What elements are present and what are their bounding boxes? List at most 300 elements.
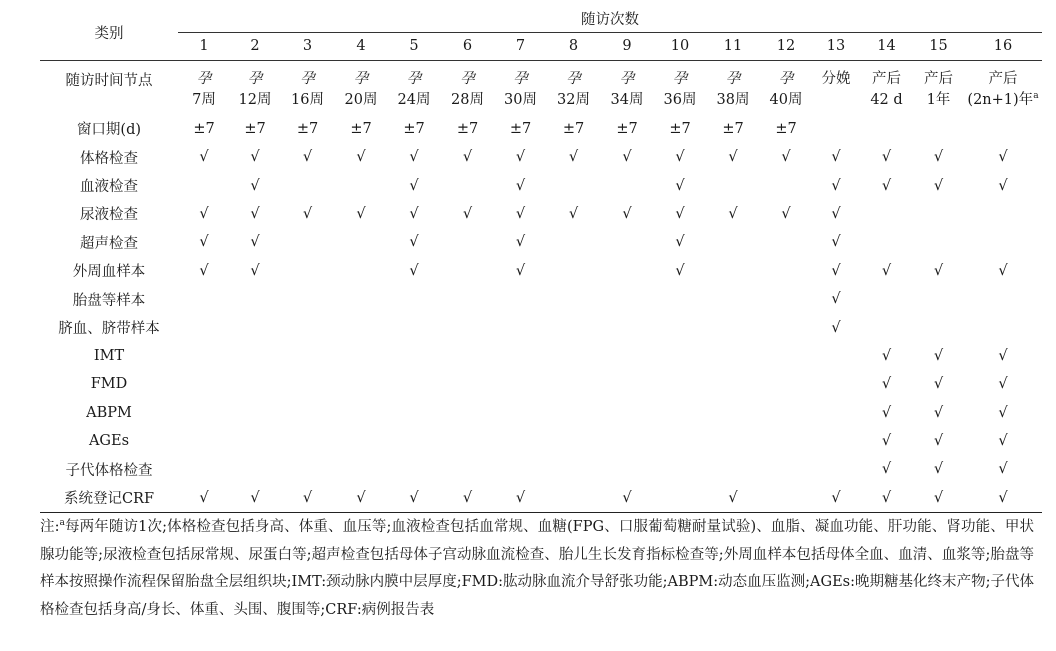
check-mark: √ [881,149,892,166]
empty-cell [547,399,600,427]
time-node-line2 [494,90,547,111]
check-mark: √ [831,262,841,279]
empty-cell [387,342,441,370]
empty-cell [964,313,1042,341]
empty-cell [178,171,230,199]
window-value: ±7 [722,120,744,137]
visit-number: 13 [812,32,860,60]
check-mark: √ [933,347,944,364]
time-node-line2 [547,90,600,111]
time-node-line1: 孕 [672,70,688,87]
check-mark: √ [998,149,1008,166]
time-node [812,60,860,114]
empty-cell [760,171,812,199]
check-mark: √ [913,484,964,512]
time-node-line1: 孕 [300,70,315,87]
time-node [547,60,600,114]
empty-cell [760,484,812,512]
window-value: ±7 [562,120,585,137]
empty-cell [812,399,860,427]
empty-cell [600,342,654,370]
check-mark: √ [409,205,419,222]
window-value: ±7 [244,120,266,137]
visit-number: 8 [547,32,600,60]
time-node [913,60,964,114]
window-value [964,114,1042,143]
empty-cell [280,455,335,483]
time-node [280,60,335,114]
time-node-line2-text: 1年 [926,91,951,108]
empty-cell [706,257,760,285]
time-node-line2 [387,90,441,111]
table-row [40,143,1042,171]
visit-number: 4 [335,32,387,60]
empty-cell [600,455,654,483]
check-mark: √ [998,177,1008,194]
time-node [654,60,706,114]
row-label: 子代体格检查 [65,462,153,479]
empty-cell [600,285,654,313]
empty-cell [280,427,335,455]
empty-cell [706,370,760,398]
empty-cell [654,455,706,483]
category-header: 类别 [40,6,178,60]
window-value: ±7 [775,120,797,137]
check-mark: √ [728,205,738,222]
empty-cell [494,427,547,455]
time-node-line2-text: 34周 [610,91,644,108]
visit-number: 15 [913,32,964,60]
empty-cell [387,370,441,398]
empty-cell [335,455,387,483]
check-mark: √ [831,149,841,166]
time-node-line2 [706,90,760,111]
window-value: ±7 [193,120,215,137]
check-mark: √ [250,177,260,194]
empty-cell [706,228,760,256]
check-mark: √ [515,262,526,279]
check-mark: √ [515,234,526,251]
follow-up-schedule-table [40,6,1042,513]
check-mark: √ [881,262,892,279]
check-mark: √ [600,484,654,512]
row-label: ABPM [86,404,132,421]
empty-cell [913,313,964,341]
empty-cell [654,370,706,398]
visit-number: 16 [964,32,1042,60]
check-mark: √ [568,149,579,166]
check-mark: √ [998,347,1008,364]
check-mark: √ [462,149,473,166]
time-node-line1: 孕 [460,70,475,87]
empty-cell [812,370,860,398]
time-node [494,60,547,114]
empty-cell [706,427,760,455]
empty-cell [335,171,387,199]
check-mark: √ [515,149,526,166]
empty-cell [913,200,964,228]
check-mark: √ [250,205,260,222]
empty-cell [494,313,547,341]
window-value: ±7 [350,120,372,137]
empty-cell [547,484,600,512]
empty-cell [387,399,441,427]
notes-superscript: a [59,518,65,529]
row-label: 体格检查 [80,150,138,167]
check-mark: √ [409,177,419,194]
row-label: FMD [90,376,128,393]
empty-cell [860,228,913,256]
empty-cell [654,313,706,341]
check-mark: √ [199,234,209,251]
check-mark: √ [250,234,260,251]
header-row-visits [40,6,1042,32]
superscript: a [1033,90,1039,101]
check-mark: √ [881,433,892,450]
check-mark: √ [933,376,944,393]
empty-cell [547,171,600,199]
check-mark: √ [178,484,230,512]
empty-cell [441,257,494,285]
time-node-line1: 产后 [988,70,1018,87]
time-node-line1: 孕 [513,70,528,87]
empty-cell [441,455,494,483]
empty-cell [964,285,1042,313]
empty-cell [600,427,654,455]
check-mark: √ [998,376,1008,393]
empty-cell [547,285,600,313]
check-mark: √ [998,262,1008,279]
time-node-line2-text: 40周 [769,91,803,108]
time-node-line2-text: 7周 [192,91,216,108]
visit-number: 10 [654,32,706,60]
time-node-line2 [280,90,335,111]
check-mark: √ [781,205,791,222]
empty-cell [280,342,335,370]
empty-cell [441,342,494,370]
time-node-line1: 孕 [406,70,422,87]
empty-cell [760,427,812,455]
table-notes [40,514,1034,624]
check-mark: √ [933,404,944,421]
empty-cell [760,285,812,313]
check-mark: √ [230,484,280,512]
visit-number: 14 [860,32,913,60]
check-mark: √ [881,461,892,478]
check-mark: √ [675,177,685,194]
time-node [441,60,494,114]
time-node-line1: 分娩 [821,70,851,87]
check-mark: √ [675,205,685,222]
empty-cell [441,285,494,313]
time-node-line2-text: 16周 [291,91,324,108]
time-node-line2 [441,90,494,111]
time-node [706,60,760,114]
time-node-line2 [178,90,230,111]
empty-cell [812,342,860,370]
time-node-line2 [964,90,1042,111]
empty-cell [335,427,387,455]
visit-number: 12 [760,32,812,60]
empty-cell [441,427,494,455]
empty-cell [178,342,230,370]
time-node-line2-text: 24周 [397,91,431,108]
time-node-line1: 孕 [725,70,741,87]
time-node-line2-text: 36周 [663,91,697,108]
empty-cell [913,228,964,256]
check-mark: √ [250,262,260,279]
check-mark: √ [881,347,892,364]
empty-cell [230,285,280,313]
empty-cell [178,455,230,483]
check-mark: √ [881,177,892,194]
empty-cell [178,399,230,427]
check-mark: √ [387,484,441,512]
window-value: ±7 [616,120,638,137]
table-row [40,228,1042,256]
check-mark: √ [831,291,841,308]
time-node-line2-text: 20周 [344,91,378,108]
empty-cell [335,342,387,370]
empty-cell [600,370,654,398]
window-value: ±7 [456,120,479,137]
time-node-line2 [600,90,654,111]
empty-cell [494,370,547,398]
time-node-line2-text: (2n+1)年 [967,91,1034,108]
empty-cell [280,370,335,398]
empty-cell [600,257,654,285]
empty-cell [547,342,600,370]
time-node-line1: 孕 [196,70,212,87]
window-value [812,114,860,143]
empty-cell [706,342,760,370]
empty-cell [280,228,335,256]
time-node-line2-text: 28周 [451,91,484,108]
empty-cell [760,455,812,483]
empty-cell [812,455,860,483]
table-row [40,171,1042,199]
table-row [40,313,1042,341]
empty-cell [706,455,760,483]
empty-cell [280,171,335,199]
empty-cell [860,313,913,341]
empty-cell [387,427,441,455]
window-value [860,114,913,143]
empty-cell [654,484,706,512]
check-mark: √ [831,177,841,194]
empty-cell [812,427,860,455]
empty-cell [494,399,547,427]
time-node-line1: 孕 [566,70,581,87]
table-row [40,427,1042,455]
time-node [760,60,812,114]
row-label: 脐血、脐带样本 [58,321,160,338]
visits-header: 随访次数 [178,6,1042,32]
time-node [860,60,913,114]
check-mark: √ [831,319,841,336]
check-mark: √ [675,149,685,166]
empty-cell [654,285,706,313]
check-mark: √ [781,149,791,166]
empty-cell [547,228,600,256]
empty-cell [335,228,387,256]
empty-cell [230,399,280,427]
empty-cell [335,257,387,285]
time-node-row [40,60,1042,114]
check-mark: √ [409,234,419,251]
empty-cell [760,313,812,341]
time-node-line2 [654,90,706,111]
empty-cell [178,427,230,455]
check-mark: √ [964,484,1042,512]
empty-cell [964,200,1042,228]
time-node-line1: 孕 [778,70,794,87]
table-row [40,455,1042,483]
empty-cell [335,313,387,341]
empty-cell [547,455,600,483]
check-mark: √ [302,205,313,222]
empty-cell [913,285,964,313]
table-row [40,484,1042,512]
empty-cell [494,285,547,313]
check-mark: √ [622,205,632,222]
check-mark: √ [998,433,1008,450]
row-label: 超声检查 [80,235,138,252]
empty-cell [600,399,654,427]
window-value [913,114,964,143]
empty-cell [441,171,494,199]
check-mark: √ [881,404,892,421]
time-node-line1: 产后 [872,70,901,87]
time-node [230,60,280,114]
time-node-line2-text: 38周 [716,91,750,108]
time-node-line2 [760,90,812,111]
empty-cell [230,427,280,455]
window-value: ±7 [296,120,319,137]
row-label: 血液检查 [80,179,138,196]
row-label: 尿液检查 [80,207,138,224]
empty-cell [547,313,600,341]
row-label: AGEs [88,433,130,450]
notes-prefix: 注: [40,519,60,535]
empty-cell [706,313,760,341]
check-mark: √ [335,484,387,512]
check-mark: √ [622,149,632,166]
time-node-line1: 孕 [353,70,369,87]
check-mark: √ [860,484,913,512]
time-node-line1: 孕 [247,70,263,87]
row-label: 随访时间节点 [65,72,153,89]
time-node-line1: 孕 [619,70,635,87]
notes-paragraph [40,514,1034,624]
check-mark: √ [675,262,685,279]
check-mark: √ [933,177,944,194]
check-mark: √ [675,234,685,251]
time-node-line2-text: 12周 [238,91,272,108]
empty-cell [335,370,387,398]
time-node [178,60,230,114]
check-mark: √ [998,461,1008,478]
table-row [40,342,1042,370]
visit-number: 1 [178,32,230,60]
empty-cell [860,285,913,313]
table-row [40,370,1042,398]
window-value: ±7 [403,120,425,137]
time-node-line2-text: 30周 [504,91,537,108]
window-row [40,114,1042,143]
empty-cell [706,399,760,427]
time-node [964,60,1042,114]
check-mark: √ [881,376,892,393]
empty-cell [441,228,494,256]
empty-cell [178,313,230,341]
empty-cell [387,285,441,313]
empty-cell [441,399,494,427]
check-mark: √ [494,484,547,512]
window-value: ±7 [669,120,691,137]
visit-number: 6 [441,32,494,60]
empty-cell [964,228,1042,256]
time-node [600,60,654,114]
empty-cell [441,370,494,398]
check-mark: √ [199,205,209,222]
empty-cell [230,313,280,341]
check-mark: √ [933,262,944,279]
check-mark: √ [280,484,335,512]
empty-cell [706,285,760,313]
check-mark: √ [302,149,313,166]
empty-cell [547,257,600,285]
empty-cell [654,427,706,455]
window-value: ±7 [509,120,532,137]
empty-cell [600,228,654,256]
check-mark: √ [515,205,526,222]
check-mark: √ [728,149,738,166]
check-mark: √ [933,461,944,478]
empty-cell [760,228,812,256]
empty-cell [706,171,760,199]
check-mark: √ [199,262,209,279]
check-mark: √ [409,149,419,166]
empty-cell [860,200,913,228]
check-mark: √ [441,484,494,512]
check-mark: √ [250,149,260,166]
time-node-line2-text: 42 d [870,91,903,108]
check-mark: √ [356,149,366,166]
empty-cell [600,171,654,199]
empty-cell [335,399,387,427]
empty-cell [494,455,547,483]
empty-cell [760,399,812,427]
empty-cell [280,313,335,341]
empty-cell [760,370,812,398]
check-mark: √ [199,149,209,166]
time-node [335,60,387,114]
visit-number: 9 [600,32,654,60]
visit-number: 7 [494,32,547,60]
empty-cell [280,257,335,285]
empty-cell [547,427,600,455]
time-node [387,60,441,114]
empty-cell [494,342,547,370]
row-label: 胎盘等样本 [72,292,146,309]
row-label: 外周血样本 [72,264,146,281]
notes-text: 每两年随访1次;体格检查包括身高、体重、血压等;血液检查包括血常规、血糖(FPG、口服葡萄糖耐量试验)、血脂、凝血功能、肝功能、肾功能、甲状腺功能等;尿液检查包括尿常规、尿蛋白等;超声检查包括母体子宫动脉血流检查、胎儿生长发育指标检查等;外周血样本包括母体全血、血清、血浆等;胎盘等样本按照操作流程保留胎盘全层组织块;IMT:颈动脉内膜中层厚度;FMD:肱动脉血流介导舒张功能;ABPM:动态血压监测;AGEs:晚期糖基化终末产物;子代体格检查包括身高/身长、体重、头围、腹围等;CRF:病例报告表 [40,519,1034,618]
time-node-line2 [230,90,280,111]
empty-cell [280,399,335,427]
table-row [40,399,1042,427]
time-node-line2-text: 32周 [557,91,590,108]
